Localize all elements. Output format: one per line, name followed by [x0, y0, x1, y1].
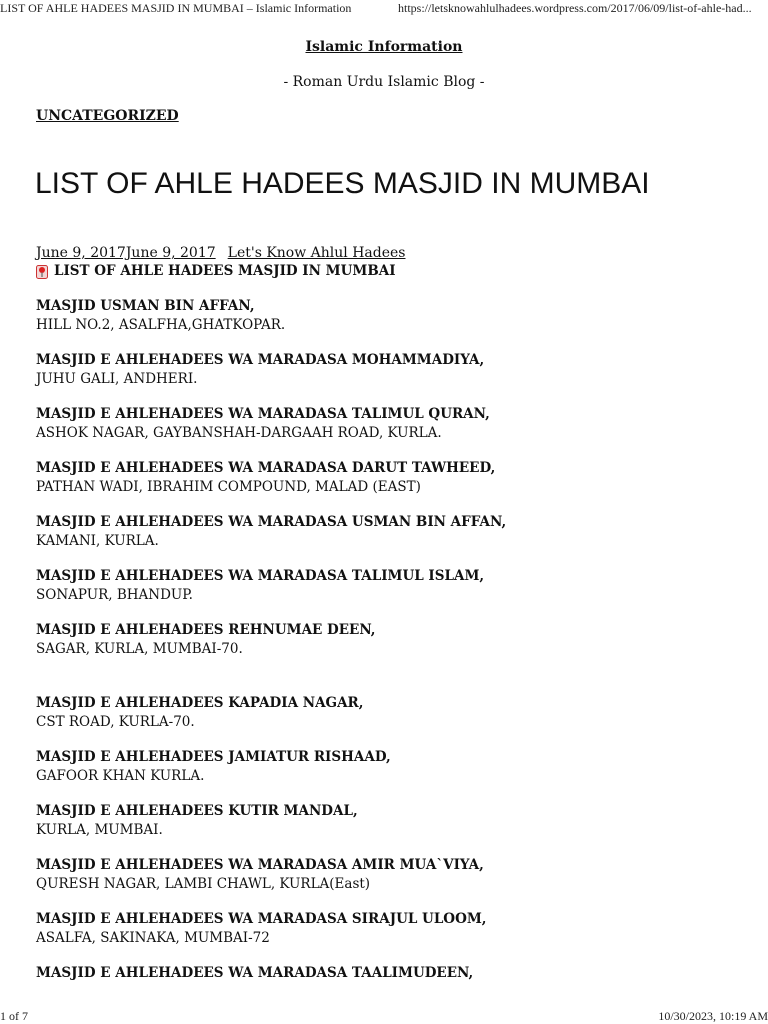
masjid-name: MASJID E AHLEHADEES JAMIATUR RISHAAD,: [36, 749, 391, 765]
masjid-address: PATHAN WADI, IBRAHIM COMPOUND, MALAD (EAST): [36, 479, 421, 495]
masjid-name: MASJID E AHLEHADEES WA MARADASA MOHAMMADIYA,: [36, 352, 485, 368]
masjid-entry: [36, 910, 736, 948]
masjid-list: [36, 297, 736, 983]
post-author-link[interactable]: Let's Know Ahlul Hadees: [227, 245, 406, 261]
masjid-entry: [36, 459, 736, 497]
masjid-name: MASJID E AHLEHADEES WA MARADASA TAALIMUDEEN,: [36, 965, 474, 981]
masjid-entry: [36, 405, 736, 443]
category-link[interactable]: UNCATEGORIZED: [36, 108, 179, 124]
masjid-entry: [36, 297, 736, 335]
masjid-entry: [36, 621, 736, 659]
masjid-entry: [36, 567, 736, 605]
masjid-address: ASHOK NAGAR, GAYBANSHAH-DARGAAH ROAD, KURLA.: [36, 425, 442, 441]
masjid-entry: [36, 351, 736, 389]
round-pushpin-icon: [36, 265, 48, 279]
masjid-name: MASJID E AHLEHADEES WA MARADASA TALIMUL ISLAM,: [36, 568, 485, 584]
masjid-entry: [36, 694, 736, 732]
masjid-name: MASJID E AHLEHADEES KAPADIA NAGAR,: [36, 695, 364, 711]
masjid-name: MASJID E AHLEHADEES WA MARADASA DARUT TAWHEED,: [36, 460, 496, 476]
masjid-address: KAMANI, KURLA.: [36, 533, 159, 549]
print-page-number: 1 of 7: [0, 1009, 28, 1023]
masjid-address: ASALFA, SAKINAKA, MUMBAI-72: [36, 930, 270, 946]
masjid-entry: [36, 964, 736, 983]
masjid-entry: [36, 856, 736, 894]
post-intro: [36, 262, 736, 281]
post-content: [36, 262, 736, 983]
site-title-link[interactable]: Islamic Information: [305, 39, 463, 55]
post-title: LIST OF AHLE HADEES MASJID IN MUMBAI: [35, 167, 650, 200]
print-header-url: https://letsknowahlulhadees.wordpress.com/2017/06/09/list-of-ahle-had...: [398, 1, 752, 15]
masjid-address: GAFOOR KHAN KURLA.: [36, 768, 205, 784]
post-date-link[interactable]: June 9, 2017June 9, 2017: [36, 245, 216, 261]
masjid-name: MASJID E AHLEHADEES KUTIR MANDAL,: [36, 803, 358, 819]
masjid-name: MASJID E AHLEHADEES WA MARADASA USMAN BIN AFFAN,: [36, 514, 507, 530]
masjid-address: QURESH NAGAR, LAMBI CHAWL, KURLA(East): [36, 876, 371, 892]
masjid-address: CST ROAD, KURLA-70.: [36, 714, 195, 730]
masjid-name: MASJID E AHLEHADEES WA MARADASA AMIR MUA`VIYA,: [36, 857, 484, 873]
print-header: [0, 0, 768, 20]
masjid-name: MASJID E AHLEHADEES WA MARADASA TALIMUL QURAN,: [36, 406, 490, 422]
masjid-address: HILL NO.2, ASALFHA,GHATKOPAR.: [36, 317, 286, 333]
masjid-name: MASJID E AHLEHADEES REHNUMAE DEEN,: [36, 622, 376, 638]
masjid-entry: [36, 513, 736, 551]
print-footer: [0, 1008, 768, 1024]
masjid-address: SAGAR, KURLA, MUMBAI-70.: [36, 641, 243, 657]
masjid-entry: [36, 802, 736, 840]
masjid-name: MASJID E AHLEHADEES WA MARADASA SIRAJUL ULOOM,: [36, 911, 487, 927]
masjid-entry: [36, 748, 736, 786]
site-title: [0, 37, 768, 57]
post-intro-text: LIST OF AHLE HADEES MASJID IN MUMBAI: [54, 263, 396, 279]
site-tagline: - Roman Urdu Islamic Blog -: [283, 74, 485, 90]
post-meta: [36, 243, 406, 263]
print-datetime: 10/30/2023, 10:19 AM: [658, 1009, 768, 1023]
print-header-title: LIST OF AHLE HADEES MASJID IN MUMBAI – Islamic Information: [0, 1, 352, 15]
masjid-address: SONAPUR, BHANDUP.: [36, 587, 193, 603]
masjid-address: KURLA, MUMBAI.: [36, 822, 163, 838]
masjid-address: JUHU GALI, ANDHERI.: [36, 371, 198, 387]
masjid-name: MASJID USMAN BIN AFFAN,: [36, 298, 255, 314]
